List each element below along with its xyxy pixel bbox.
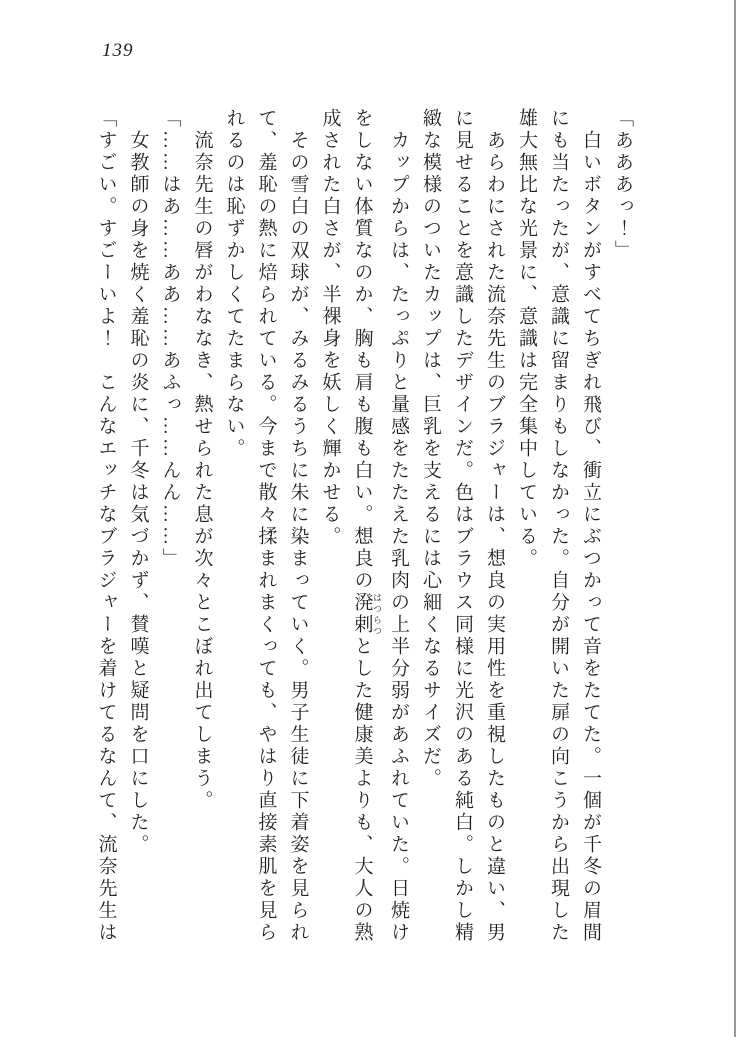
text-column: 緻な模様のついたカップは、巨乳を支えるには心細くなるサイズだ。	[420, 108, 441, 790]
text-column: れるのは恥ずかしくてたまらない。	[223, 108, 245, 460]
text-column: 「あああっ！」	[612, 108, 633, 262]
text-column: をしない体質なのか、胸も肩も腹も白い。想良の溌剌 はつらつとした健康美よりも、大人の熟	[351, 108, 382, 944]
text-column: に見せることを意識したデザインだ。色はブラウス同様に光沢のある純白。しかし精	[452, 108, 473, 944]
text-column: その雪白の双球が、みるみるうちに朱に染まっていく。男子生徒に下着姿を見られ	[287, 130, 309, 944]
text-block	[90, 108, 639, 954]
text-column: カップからは、たっぷりと量感をたたえた乳肉の上半分弱があふれていた。日焼け	[388, 130, 409, 944]
text-column: 白いボタンがすべてちぎれ飛び、衝立にぶつかって音をたてた。一個が千冬の眉間	[580, 130, 601, 944]
text-column: て、羞恥の熱に焙られている。今まで散々揉まれまくっても、やはり直接素肌を見ら	[255, 108, 277, 944]
furigana-ruby: 溌剌 はつらつ	[351, 592, 382, 636]
text-column: 成された白さが、半裸身を妖しく輝かせる。	[319, 108, 341, 548]
text-column: にも当たったが、意識に留まりもしなかった。自分が開いた扉の向こうから出現した	[548, 108, 569, 944]
text-column: あらわにされた流奈先生のブラジャーは、想良の実用性を重視したものと違い、男	[484, 130, 505, 944]
text-column: 雄大無比な光景に、意識は完全集中している。	[516, 108, 537, 570]
text-column: 流奈先生の唇がわななき、熱せられた息が次々とこぼれ出てしまう。	[191, 130, 213, 812]
page-number: 139	[102, 40, 134, 61]
text-column: 「すごい。すごーいよ！ こんなエッチなブラジャーを着けてるなんて、流奈先生は	[95, 108, 117, 944]
text-column: 「……はあ……ああ……あふっ……んん……」	[159, 108, 181, 570]
text-column: 女教師の身を焼く羞恥の炎に、千冬は気づかず、賛嘆と疑問を口にした。	[127, 130, 149, 856]
